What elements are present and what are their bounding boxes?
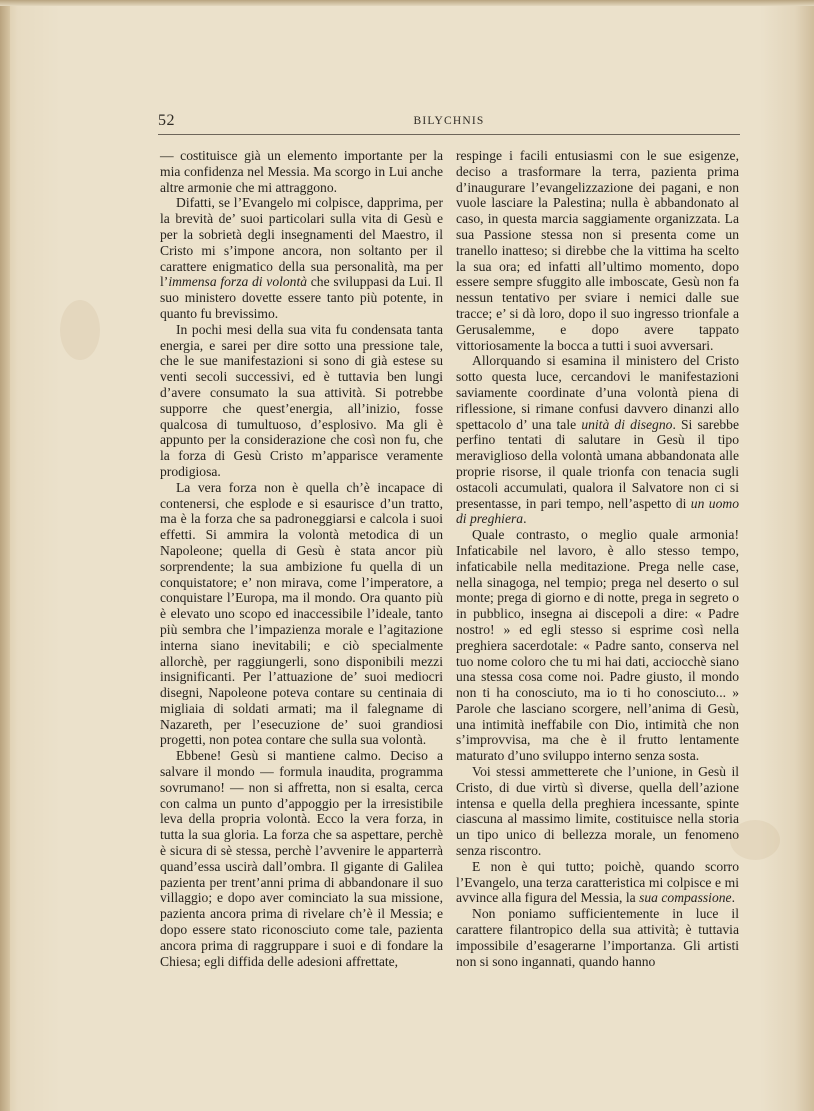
page-binding-edge xyxy=(0,0,10,1111)
page-top-edge xyxy=(0,0,814,6)
paragraph: respinge i facili entusiasmi con le sue esigenze, deciso a trasformare la terra, pazienta prima d’inaugurare l’evangelizzazione dei pagani, e non vuole lasciare la Palestina; nulla è abbandonato al caso, in questa marcia saggiamente organizzata. La sua Passione stessa non si presenta come un tranello inatteso; si direbbe che la vittima ha scelto la sua ora; ed infatti all’ultimo momento, dopo essere sempre sfuggito alle imboscate, Gesù non fa nessun tentativo per sviare i nemici dalle sue tracce; e’ si dà loro, dopo il suo ingresso trionfale a Gerusalemme, e dopo avere tappato vittoriosamente la bocca a tutti i suoi avversari. xyxy=(456,148,739,353)
paragraph: La vera forza non è quella ch’è incapace di contenersi, che esplode e si esaurisce d’un tratto, ma è la forza che sa padroneggiarsi e calcola i suoi effetti. Si ammira la volontà metodica di un Napoleone; quella di Gesù è stata ancor più sorprendente; la sua ambizione fu quella di un conquistatore; e’ non mirava, come l’imperatore, a conquistare l’Europa, ma il mondo. Ora quanto più è elevato uno scopo ed inaccessibile l’ideale, tanto più sembra che l’impazienza morale e l’agitazione interna siano inevitabili; e ciò specialmente allorchè, per raggiungerli, sono disponibili mezzi insignificanti. Per l’attuazione de’ suoi mediocri disegni, Napoleone poteva contare su centinaia di migliaia di soldati armati; ma il falegname di Nazareth, per l’esecuzione de’ suoi grandiosi progetti, non potea contare che sulla sua volontà. xyxy=(160,479,443,748)
italic-phrase: immensa forza di volontà xyxy=(168,274,308,290)
paragraph-text: . xyxy=(523,511,527,527)
left-column xyxy=(160,148,443,969)
paragraph: Ebbene! Gesù si mantiene calmo. Deciso a salvare il mondo — formula inaudita, programma sovrumano! — non si affretta, non si esalta, cerca con calma un punto d’appoggio per la irresistibile leva della propria volontà. Ecco la vera forza, in tutta la sua gloria. La forza che sa aspettare, perchè è sicura di sè stessa, perchè l’avvenire le apparterrà quand’essa uscirà dall’ombra. Il gigante di Galilea pazienta per trent’anni prima di abbandonare il suo villaggio; e dopo aver cominciato la sua missione, pazienta ancora prima di rivelare ch’è il Messia; e dopo essere stato riconosciuto come tale, pazienta ancora prima di raggruppare i suoi e di fondare la Chiesa; egli diffida delle adesioni affrettate, xyxy=(160,748,443,969)
paragraph-text: E non è qui tutto; poichè, quando scorro l’Evangelo, una terza caratteristica mi colpisce e mi avvince alla figura del Messia, la xyxy=(456,858,739,906)
right-column xyxy=(456,148,739,969)
italic-phrase: un uomo di preghiera xyxy=(456,495,740,527)
paragraph xyxy=(456,353,739,527)
paragraph: Non poniamo sufficientemente in luce il carattere filantropico della sua attività; è tuttavia impossibile d’esagerarne l’importanza. Gli artisti non si sono ingannati, quando hanno xyxy=(456,906,739,969)
paragraph xyxy=(456,859,739,906)
paragraph: In pochi mesi della sua vita fu condensata tanta energia, e sarei per dire sotto una pressione tale, che le sue manifestazioni si sono di già estese su venti secoli successivi, ed è tuttavia ben lungi d’avere consumato la sua attività. Si potrebbe supporre che quest’energia, all’inizio, fosse qualcosa di tumultuoso, d’esplosivo. Ma gli è appunto per la considerazione che così non fu, che la forza di Gesù Cristo m’apparisce veramente prodigiosa. xyxy=(160,321,443,479)
header-rule xyxy=(158,134,740,135)
journal-name: BILYCHNIS xyxy=(413,115,485,127)
paragraph: Voi stessi ammetterete che l’unione, in Gesù il Cristo, di due virtù sì diverse, quella dell’azione intensa e quella della preghiera incessante, spinte ciascuna al massimo limite, costituisce nella storia un tipo unico di bellezza morale, un fenomeno senza riscontro. xyxy=(456,764,739,859)
italic-phrase: unità di disegno xyxy=(581,416,673,432)
paragraph-text: . Si sarebbe perfino tentati di salutare in Gesù il tipo meraviglioso della volontà umana abbandonata alle proprie risorse, il quale trionfa con tenacia sugli ostacoli accumulati, qualora il Salvatore non ci si presentasse, in pari tempo, nell’aspetto di xyxy=(456,416,739,511)
paragraph-text: Allorquando si esamina il ministero del Cristo sotto questa luce, cercandovi le manifestazioni saviamente coordinate d’una volontà piena di riflessione, si rimane confusi davvero dinanzi allo spettacolo d’ una tale xyxy=(456,353,739,432)
paper-stain xyxy=(60,300,100,360)
paragraph-text: Difatti, se l’Evangelo mi colpisce, dapprima, per la brevità de’ suoi particolari sulla vita di Gesù e per la sobrietà degli insegnamenti del Maestro, il Cristo mi s’impone ancora, non soltanto per il carattere enigmatico della sua personalità, ma per l’ xyxy=(160,195,443,290)
paragraph-text: . xyxy=(731,890,735,906)
paragraph: Quale contrasto, o meglio quale armonia! Infaticabile nel lavoro, è allo stesso tempo, infaticabile nella meditazione. Prega nelle case, nella sinagoga, nel tempio; prega nel deserto o sul monte; prega di giorno e di notte, prega in segreto o in pubblico, insegna ai discepoli a dire: « Padre nostro! » ed egli stesso si esprime così nella preghiera sacerdotale: « Padre santo, conserva nel tuo nome coloro che tu mi hai dati, acciocchè siano una stessa cosa come noi. Padre giusto, il mondo non ti ha conosciuto, ma io ti ho conosciuto... » Parole che lasciano scorgere, nell’anima di Gesù, una intimità ineffabile con Dio, intimità che non s’improvvisa, ma che è il frutto lentamente maturato d’uno sviluppo interno senza sosta. xyxy=(456,527,739,764)
paragraph: — costituisce già un elemento importante per la mia confidenza nel Messia. Ma scorgo in Lui anche altre armonie che mi attraggono. xyxy=(160,148,443,195)
running-header xyxy=(158,110,740,134)
page-number: 52 xyxy=(158,112,175,129)
paragraph xyxy=(160,195,443,321)
paragraph-text: che sviluppasi da Lui. Il suo ministero dovette essere tanto più potente, in quanto fu brevissimo. xyxy=(160,274,443,321)
italic-phrase: sua compassione xyxy=(639,890,732,906)
